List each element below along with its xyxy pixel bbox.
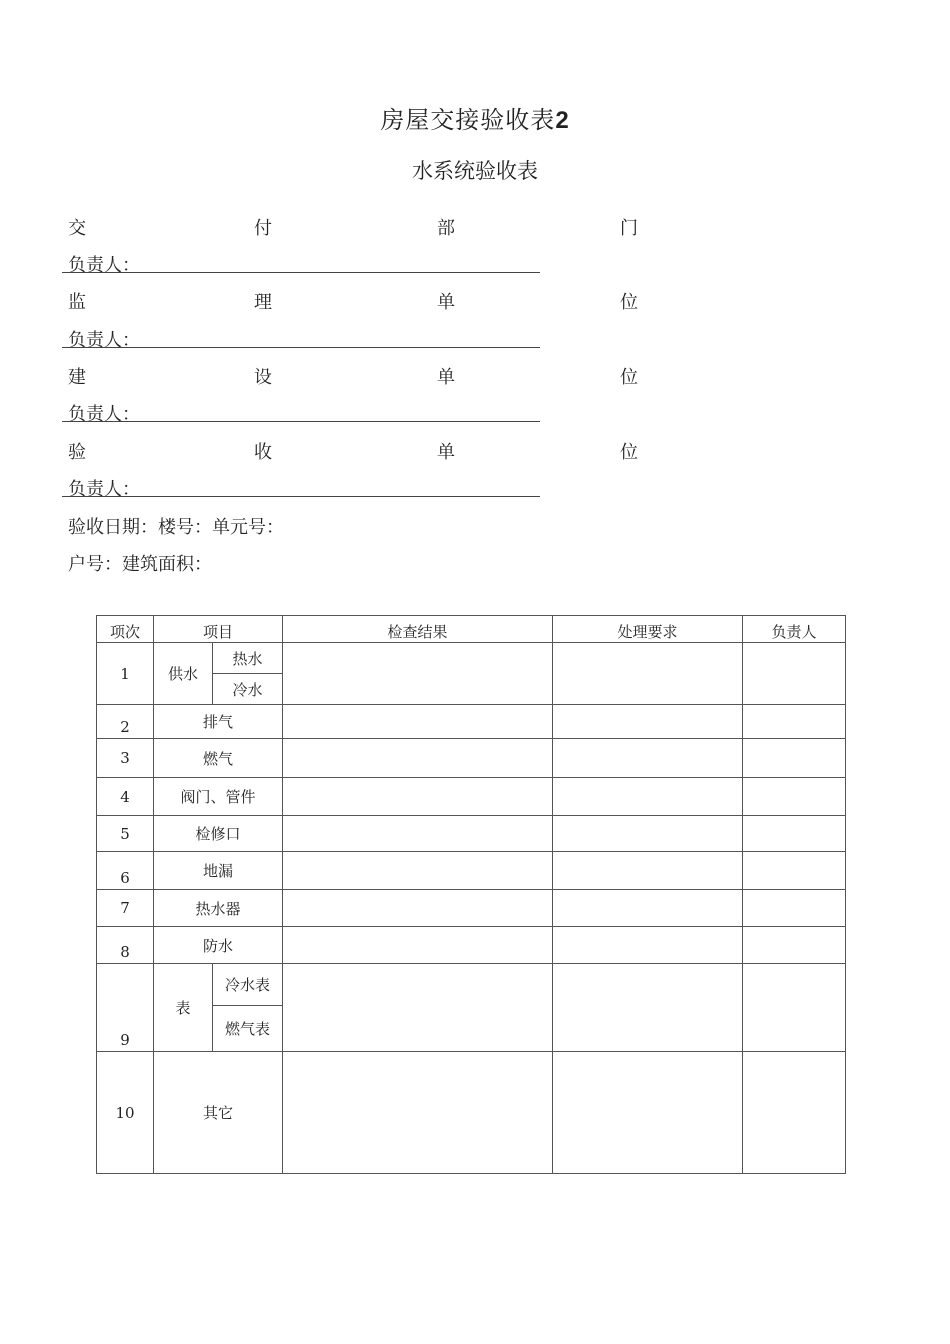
header-item-no: 项次 (97, 616, 154, 643)
party-char: 验 (68, 442, 86, 463)
table-row (97, 778, 846, 816)
row-item: 地漏 (154, 852, 283, 890)
check-result-cell[interactable] (283, 964, 553, 1052)
check-result-cell[interactable] (283, 816, 553, 852)
signature-underline (62, 272, 540, 273)
row-number: 5 (97, 816, 154, 852)
table-row (97, 964, 846, 1006)
check-result-cell[interactable] (283, 643, 553, 705)
table-row (97, 890, 846, 927)
title-text: 房屋交接验收表 (380, 106, 556, 134)
row-number: 3 (97, 739, 154, 778)
party-char: 收 (254, 442, 272, 463)
party-char: 理 (254, 292, 272, 313)
table-row (97, 816, 846, 852)
header-item: 项目 (154, 616, 283, 643)
responsible-label: 负责人： (68, 404, 140, 425)
handling-requirement-cell[interactable] (553, 778, 743, 816)
handling-requirement-cell[interactable] (553, 1052, 743, 1174)
table-header-row (97, 616, 846, 643)
signature-underline (62, 421, 540, 422)
responsible-label: 负责人： (68, 330, 140, 351)
table-row (97, 739, 846, 778)
check-result-cell[interactable] (283, 1052, 553, 1174)
row-item: 检修口 (154, 816, 283, 852)
party-supervision-unit (68, 288, 640, 312)
party-acceptance-unit (68, 438, 640, 462)
responsible-cell[interactable] (743, 816, 846, 852)
responsible-cell[interactable] (743, 739, 846, 778)
party-char: 门 (620, 218, 638, 239)
row-item: 其它 (154, 1052, 283, 1174)
signature-underline (62, 347, 540, 348)
signature-underline (62, 496, 540, 497)
unit-area-line: 户号：建筑面积： (68, 554, 212, 575)
responsible-label: 负责人： (68, 479, 140, 500)
party-char: 监 (68, 292, 86, 313)
row-item: 燃气 (154, 739, 283, 778)
responsible-cell[interactable] (743, 705, 846, 739)
responsible-cell[interactable] (743, 778, 846, 816)
responsible-cell[interactable] (743, 643, 846, 705)
water-system-table (96, 615, 846, 1174)
check-result-cell[interactable] (283, 927, 553, 964)
responsible-label: 负责人： (68, 255, 140, 276)
party-char: 单 (437, 292, 455, 313)
header-check-result: 检查结果 (283, 616, 553, 643)
table-row (97, 643, 846, 674)
header-responsible: 负责人 (743, 616, 846, 643)
row-number: 4 (97, 778, 154, 816)
header-handling-requirement: 处理要求 (553, 616, 743, 643)
row-item: 阀门、管件 (154, 778, 283, 816)
party-delivery-dept (68, 214, 640, 238)
party-char: 部 (437, 218, 455, 239)
page-subtitle: 水系统验收表 (412, 159, 538, 183)
handling-requirement-cell[interactable] (553, 705, 743, 739)
row-subitem: 冷水 (213, 674, 283, 705)
responsible-cell[interactable] (743, 964, 846, 1052)
party-construction-unit (68, 363, 640, 387)
check-result-cell[interactable] (283, 778, 553, 816)
row-number: 2 (97, 705, 154, 739)
handling-requirement-cell[interactable] (553, 964, 743, 1052)
row-item: 热水器 (154, 890, 283, 927)
row-subitem: 燃气表 (213, 1006, 283, 1052)
handling-requirement-cell[interactable] (553, 739, 743, 778)
table-row (97, 705, 846, 739)
check-result-cell[interactable] (283, 705, 553, 739)
party-char: 位 (620, 442, 638, 463)
table-row (97, 927, 846, 964)
check-result-cell[interactable] (283, 852, 553, 890)
row-number: 10 (97, 1052, 154, 1174)
handling-requirement-cell[interactable] (553, 852, 743, 890)
row-number: 6 (97, 852, 154, 890)
party-char: 位 (620, 292, 638, 313)
table-row (97, 1052, 846, 1174)
row-number: 7 (97, 890, 154, 927)
party-char: 交 (68, 218, 86, 239)
table-row (97, 852, 846, 890)
row-number: 9 (97, 964, 154, 1052)
handling-requirement-cell[interactable] (553, 890, 743, 927)
row-item: 表 (154, 964, 213, 1052)
responsible-cell[interactable] (743, 927, 846, 964)
check-result-cell[interactable] (283, 739, 553, 778)
page-title (0, 100, 950, 135)
row-item: 供水 (154, 643, 213, 705)
party-char: 单 (437, 442, 455, 463)
responsible-cell[interactable] (743, 890, 846, 927)
row-subitem: 热水 (213, 643, 283, 674)
row-item: 防水 (154, 927, 283, 964)
row-number: 1 (97, 643, 154, 705)
responsible-cell[interactable] (743, 852, 846, 890)
handling-requirement-cell[interactable] (553, 927, 743, 964)
title-number: 2 (555, 107, 570, 134)
acceptance-date-line: 验收日期：楼号：单元号： (68, 517, 284, 538)
row-subitem: 冷水表 (213, 964, 283, 1006)
row-item: 排气 (154, 705, 283, 739)
party-char: 设 (254, 367, 272, 388)
party-char: 建 (68, 367, 86, 388)
party-char: 付 (254, 218, 272, 239)
handling-requirement-cell[interactable] (553, 643, 743, 705)
party-char: 单 (437, 367, 455, 388)
handling-requirement-cell[interactable] (553, 816, 743, 852)
party-char: 位 (620, 367, 638, 388)
row-number: 8 (97, 927, 154, 964)
responsible-cell[interactable] (743, 1052, 846, 1174)
check-result-cell[interactable] (283, 890, 553, 927)
